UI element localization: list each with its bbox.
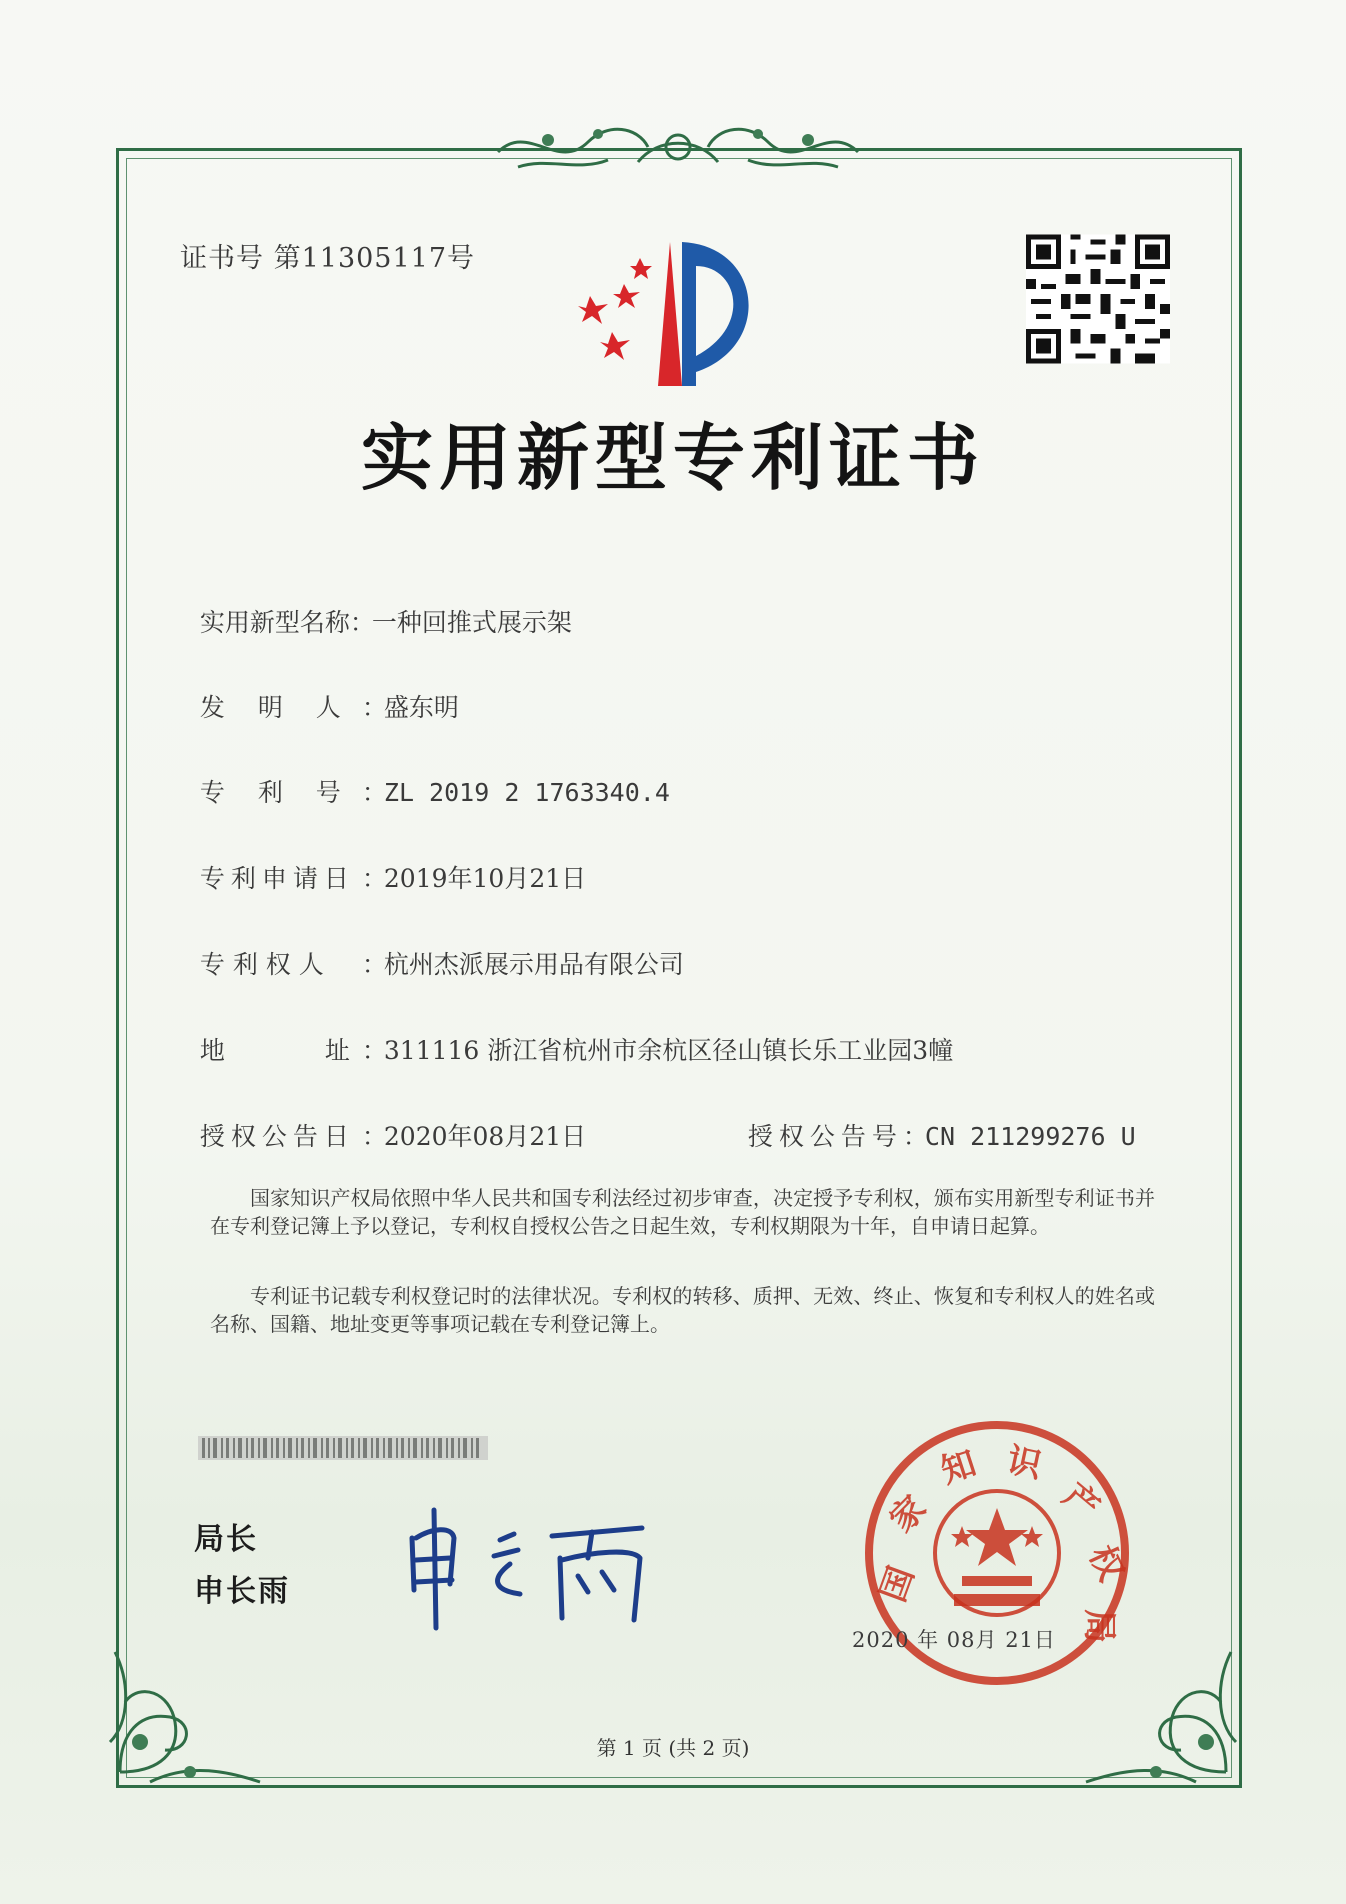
certificate-title: 实用新型专利证书 (360, 416, 985, 500)
field-label: 地 址 (199, 1036, 350, 1065)
barcode-icon (198, 1436, 488, 1460)
svg-text:国: 国 (873, 1561, 923, 1608)
field-value: 2020年08月21日 (383, 1122, 587, 1151)
field-value: 杭州杰派展示用品有限公司 (383, 950, 684, 979)
director-name: 申长雨 (194, 1574, 290, 1609)
field-label: 专 利 权 人 (199, 950, 324, 979)
svg-text:识: 识 (1003, 1440, 1046, 1487)
page-indicator: 第 1 页 (共 2 页) (596, 1736, 750, 1760)
director-signature-icon (392, 1498, 662, 1638)
field-label: 发 明 人 (199, 693, 341, 722)
svg-text:知: 知 (936, 1443, 981, 1492)
director-title: 局长 (194, 1522, 258, 1557)
field-label: 实用新型名称 (199, 608, 350, 637)
svg-text:家: 家 (882, 1488, 935, 1541)
field-value: ZL 2019 2 1763340.4 (383, 778, 670, 807)
field-separator: ： (361, 1036, 387, 1065)
field-label: 授权公告日 (199, 1122, 355, 1151)
field-value: CN 211299276 U (924, 1122, 1136, 1151)
svg-text:产: 产 (1055, 1475, 1107, 1528)
corner-ornament-left-icon (100, 1622, 270, 1792)
qr-code-icon (1026, 234, 1170, 364)
svg-text:权: 权 (1080, 1539, 1132, 1588)
field-separator: ： (361, 1122, 387, 1151)
cnipa-logo-icon (578, 236, 778, 391)
top-ornament-icon (488, 112, 868, 182)
svg-text:局: 局 (1079, 1609, 1119, 1643)
field-label: 专 利 号 (199, 778, 341, 807)
field-separator: ： (361, 778, 387, 807)
field-patent-number (184, 744, 670, 809)
legal-paragraph-2: 专利证书记载专利权登记时的法律状况。专利权的转移、质押、无效、终止、恢复和专利权人的姓名或名称、国籍、地址变更等事项记载在专利登记簿上。 (210, 1284, 1155, 1336)
field-label: 授权公告号 (747, 1122, 903, 1151)
field-value: 311116 浙江省杭州市余杭区径山镇长乐工业园3幢 (383, 1036, 954, 1065)
field-separator: ： (902, 1122, 928, 1151)
field-inventor (184, 659, 459, 724)
field-value: 盛东明 (383, 693, 459, 722)
field-separator: ： (349, 608, 375, 637)
legal-paragraph-1: 国家知识产权局依照中华人民共和国专利法经过初步审查，决定授予专利权，颁布实用新型专利证书并在专利登记簿上予以登记，专利权自授权公告之日起生效，专利权期限为十年，自申请日起算。 (210, 1186, 1155, 1238)
certificate-number: 证书号 第11305117号 (180, 243, 476, 274)
field-patentee (184, 916, 684, 981)
field-announcement-number (732, 1088, 1136, 1153)
field-separator: ： (361, 693, 387, 722)
issue-date: 2020 年 08月 21日 (852, 1628, 1056, 1652)
field-utility-model-name (184, 574, 572, 639)
field-address (184, 1002, 953, 1067)
field-separator: ： (361, 950, 387, 979)
field-filing-date (184, 830, 586, 895)
field-separator: ： (361, 864, 387, 893)
field-value: 一种回推式展示架 (371, 608, 572, 637)
field-announcement-date (184, 1088, 586, 1153)
field-label: 专利申请日 (199, 864, 355, 893)
field-value: 2019年10月21日 (383, 864, 587, 893)
